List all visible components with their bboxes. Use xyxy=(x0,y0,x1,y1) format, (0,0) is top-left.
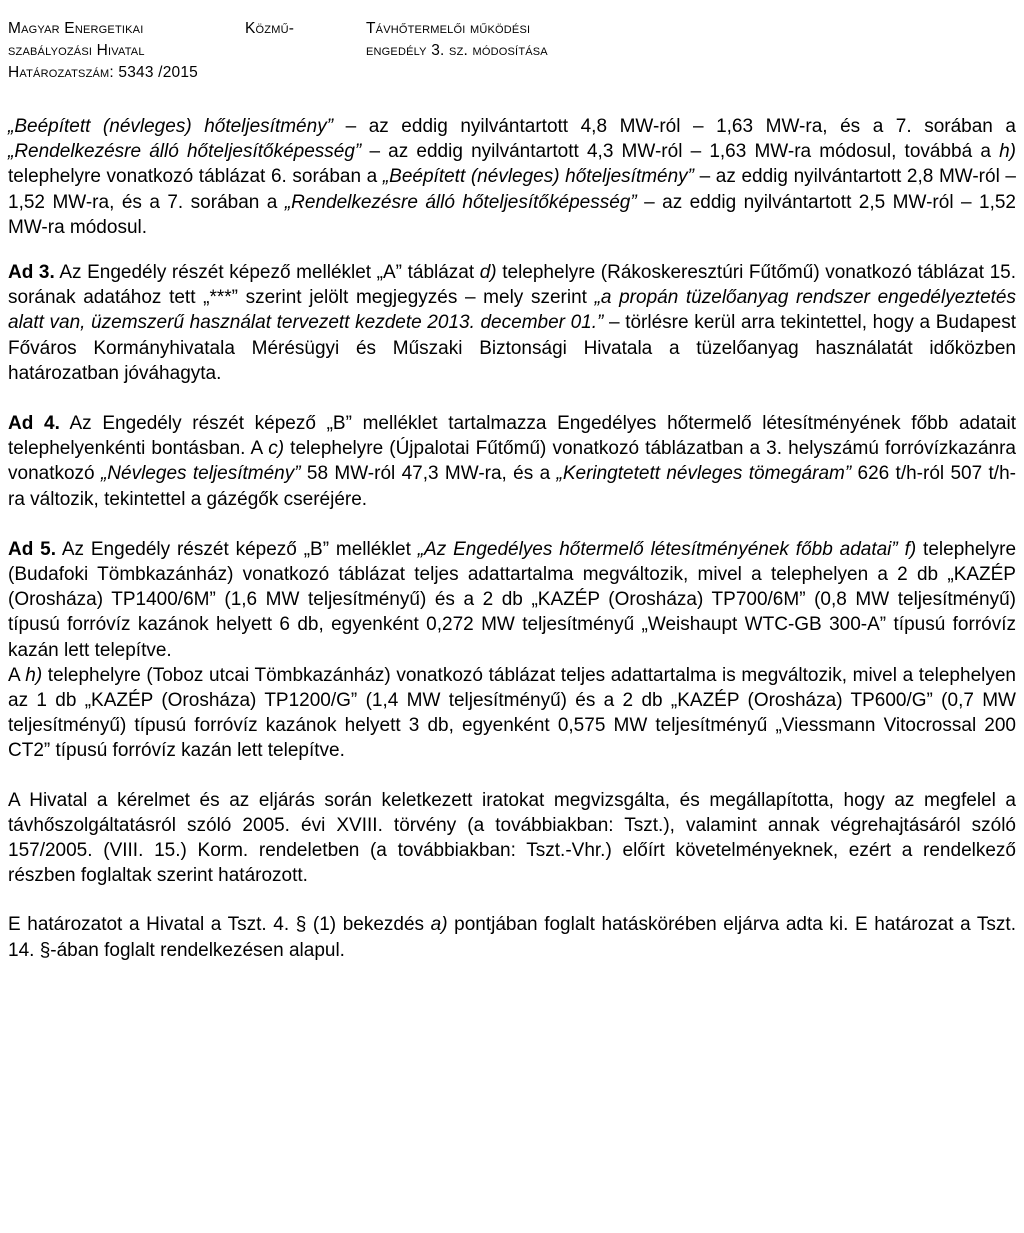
paragraph-text: – az eddig nyilvántartott 4,8 MW-ról – 1,63 MW-ra, és a 7. sorában a xyxy=(333,116,1016,137)
site-letter: h) xyxy=(999,141,1016,163)
paragraph-text xyxy=(898,539,905,560)
section-label: Ad 5. xyxy=(8,538,57,560)
section-label: Ad 3. xyxy=(8,262,55,284)
paragraph-capacity-changes xyxy=(8,114,1016,240)
paragraph-text: Az Engedély részét képező melléklet „A” táblázat xyxy=(54,262,480,284)
paragraph-text: telephelyre (Újpalotai Fűtőmű) vonatkozó táblázatban a 3. helyszámú forróvízkazánra vonatkozó xyxy=(8,438,1016,485)
paragraph-ad-3 xyxy=(8,260,1016,386)
paragraph-ad-5-site-h xyxy=(8,663,1016,764)
paragraph-legal-basis xyxy=(8,912,1016,962)
decision-number: Határozatszám: 5343 /2015 xyxy=(8,64,198,81)
issuer-name-line1: Magyar Energetikai xyxy=(8,20,144,37)
paragraph-ad-5 xyxy=(8,537,1016,663)
site-letter: h) xyxy=(25,664,43,686)
document-subject-line2: engedély 3. sz. módosítása xyxy=(366,42,548,59)
paragraph-text: telephelyre (Rákoskeresztúri Fűtőmű) vonatkozó táblázat 15. sorának adatához tett „***” szerint jelölt megjegyzés – mely szerint xyxy=(8,262,1016,309)
italic-term: „Rendelkezésre álló hőteljesítőképesség” xyxy=(8,141,362,163)
paragraph-text: E határozatot a Hivatal a Tszt. 4. § (1) bekezdés xyxy=(8,914,431,936)
paragraph-text: pontjában foglalt hatáskörében eljárva adta ki. E határozat a Tszt. 14. §-ában foglalt rendelkezésen alapul. xyxy=(8,914,1016,961)
italic-term: „Névleges teljesítmény” xyxy=(100,463,301,485)
paragraph-text: Az Engedély részét képező „B” melléklet xyxy=(56,538,418,560)
section-label: Ad 4. xyxy=(8,413,60,435)
document-subject-line1: Távhőtermelői működési xyxy=(366,20,531,37)
document-body xyxy=(8,114,1016,963)
italic-term: „Beépített (névleges) hőteljesítmény” xyxy=(8,116,334,137)
paragraph-text: telephelyre (Budafoki Tömbkazánház) vonatkozó táblázat teljes adattartalma megváltozik, mivel a telephelyen a 2 db „KAZÉP (Orosháza) TP1400/6M” (1,6 MW teljesítményű) és a 2 db „KAZÉP (Orosháza) TP700/6M” (0,8 MW teljesítményű) típusú forróvíz kazánok helyett 6 db, egyenként 0,272 MW teljesítményű „Weishaupt WTC-GB 300-A” típusú forróvíz kazán lett telepítve. xyxy=(8,538,1017,661)
document-header xyxy=(8,18,1018,80)
paragraph-text: telephelyre vonatkozó táblázat 6. sorában a xyxy=(8,166,383,188)
paragraph-text: – az eddig nyilvántartott 2,5 MW-ról – 1,52 MW-ra módosul. xyxy=(8,191,1017,238)
paragraph-text: – törlésre kerül arra tekintettel, hogy a Budapest Főváros Kormányhivatala Mérésügyi és Műszaki Biztonsági Hivatala a tüzelőanyag használatát időközben határozatban jóváhagyta. xyxy=(8,312,1016,384)
point-letter: a) xyxy=(430,914,448,936)
paragraph-text: – az eddig nyilvántartott 2,8 MW-ról – 1,52 MW-ra, és a 7. sorában a xyxy=(8,166,1016,213)
paragraph-authority-review: A Hivatal a kérelmet és az eljárás során keletkezett iratokat megvizsgálta, és megállapította, hogy az megfelel a távhőszolgáltatásról szóló 2005. évi XVIII. törvény (a továbbiakban: Tszt.), valamint annak végrehajtásáról szóló 157/2005. (VIII. 15.) Korm. rendeletben (a továbbiakban: Tszt.-Vhr.) előírt követelményeknek, ezért a rendelkező részben foglaltak szerint határozott. xyxy=(8,789,1016,887)
paragraph-text: – az eddig nyilvántartott 4,3 MW-ról – 1,63 MW-ra módosul, továbbá a xyxy=(361,141,1000,163)
italic-term: „Keringtetett névleges tömegáram” xyxy=(556,463,852,485)
site-letter: f) xyxy=(904,538,917,560)
italic-quote: „a propán tüzelőanyag rendszer engedélyeztetés alatt van, üzemszerű használat tervezett kezdete 2013. december 01.” xyxy=(8,287,1016,334)
issuer-name-line2: szabályozási Hivatal xyxy=(8,42,145,59)
issuer-name-line1-cont: Közmű- xyxy=(245,20,295,37)
italic-term: „Rendelkezésre álló hőteljesítőképesség” xyxy=(284,191,637,213)
paragraph-ad-4 xyxy=(8,411,1016,512)
italic-term: „Az Engedélyes hőtermelő létesítményének főbb adatai” xyxy=(417,538,898,560)
site-letter: c) xyxy=(268,438,285,460)
site-letter: d) xyxy=(479,262,497,284)
paragraph-text: 626 t/h-ról 507 t/h-ra változik, tekintettel a gázégők cseréjére. xyxy=(8,463,1016,510)
paragraph-text: Az Engedély részét képező „B” melléklet tartalmazza Engedélyes hőtermelő létesítményének főbb adatait telephelyenkénti bontásban. A xyxy=(8,413,1017,460)
paragraph-text: A xyxy=(8,664,26,686)
italic-term: „Beépített (névleges) hőteljesítmény” xyxy=(382,166,695,188)
paragraph-text: 58 MW-ról 47,3 MW-ra, és a xyxy=(300,463,557,485)
paragraph-text: telephelyre (Toboz utcai Tömbkazánház) vonatkozó táblázat teljes adattartalma is megváltozik, mivel a telephelyen az 1 db „KAZÉP (Orosháza) TP1200/G” (1,4 MW teljesítményű) és a 2 db „KAZÉP (Orosháza) TP600/G” (0,7 MW teljesítményű) típusú forróvíz kazánok helyett 3 db, egyenként 0,575 MW teljesítményű „Viessmann Vitocrossal 200 CT2” típusú forróvíz kazán lett telepítve. xyxy=(8,664,1016,762)
